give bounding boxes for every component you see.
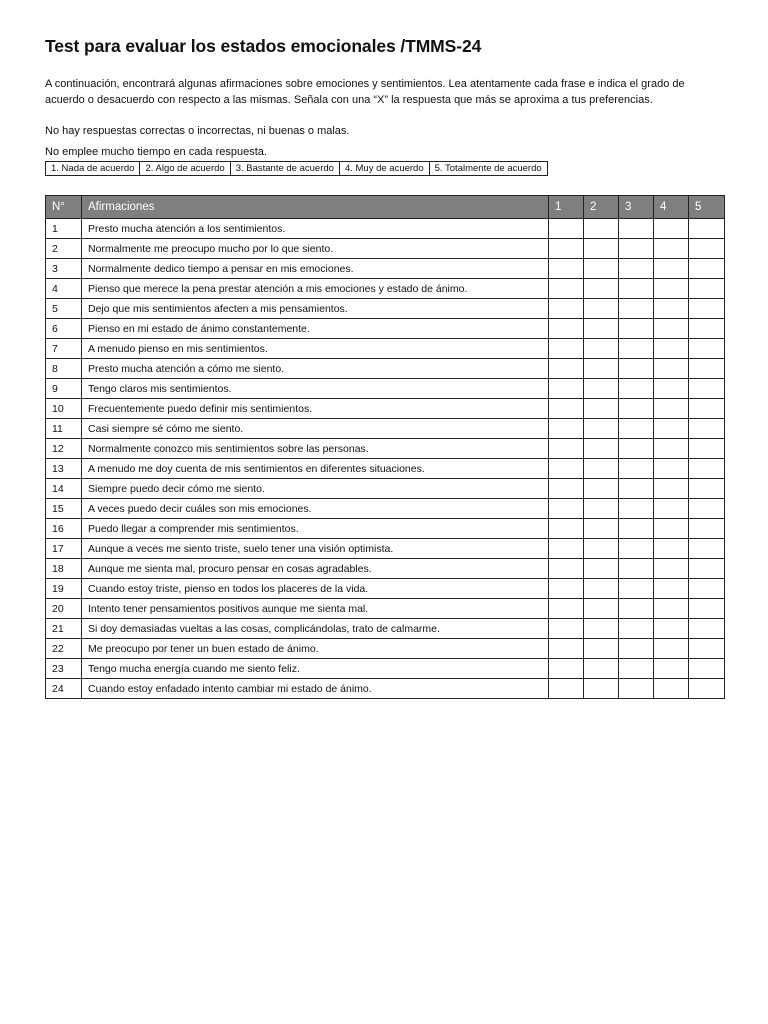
answer-cell-4[interactable] [654, 459, 689, 479]
answer-cell-5[interactable] [689, 439, 725, 459]
row-number: 24 [46, 679, 82, 699]
answer-cell-3[interactable] [619, 339, 654, 359]
row-statement: Normalmente conozco mis sentimientos sobre las personas. [82, 439, 549, 459]
answer-cell-3[interactable] [619, 499, 654, 519]
answer-cell-3[interactable] [619, 319, 654, 339]
answer-cell-5[interactable] [689, 459, 725, 479]
answer-cell-3[interactable] [619, 399, 654, 419]
table-row [46, 439, 725, 459]
answer-cell-4[interactable] [654, 499, 689, 519]
answer-cell-5[interactable] [689, 639, 725, 659]
row-number: 16 [46, 519, 82, 539]
answer-cell-3[interactable] [619, 419, 654, 439]
answer-cell-5[interactable] [689, 539, 725, 559]
table-row [46, 399, 725, 419]
row-number: 22 [46, 639, 82, 659]
table-row [46, 539, 725, 559]
answer-cell-4[interactable] [654, 259, 689, 279]
table-row [46, 479, 725, 499]
header-statements: Afirmaciones [82, 196, 549, 219]
row-number: 5 [46, 299, 82, 319]
row-statement: Normalmente me preocupo mucho por lo que siento. [82, 239, 549, 259]
answer-cell-3[interactable] [619, 219, 654, 239]
scale-option: 5. Totalmente de acuerdo [429, 162, 547, 176]
table-row [46, 359, 725, 379]
answer-cell-1[interactable] [549, 419, 584, 439]
answer-cell-2[interactable] [584, 359, 619, 379]
answer-cell-3[interactable] [619, 279, 654, 299]
answer-cell-2[interactable] [584, 219, 619, 239]
row-number: 6 [46, 319, 82, 339]
response-scale [45, 161, 548, 176]
answer-cell-3[interactable] [619, 259, 654, 279]
row-statement: A menudo me doy cuenta de mis sentimientos en diferentes situaciones. [82, 459, 549, 479]
row-statement: Presto mucha atención a cómo me siento. [82, 359, 549, 379]
answer-cell-1[interactable] [549, 599, 584, 619]
row-number: 21 [46, 619, 82, 639]
answer-cell-5[interactable] [689, 559, 725, 579]
header-option-3: 3 [619, 196, 654, 219]
scale-option: 1. Nada de acuerdo [46, 162, 140, 176]
table-row [46, 419, 725, 439]
answer-cell-3[interactable] [619, 359, 654, 379]
answer-cell-4[interactable] [654, 399, 689, 419]
table-row [46, 619, 725, 639]
table-row [46, 559, 725, 579]
answer-cell-1[interactable] [549, 279, 584, 299]
questionnaire-table [45, 195, 725, 699]
answer-cell-5[interactable] [689, 619, 725, 639]
answer-cell-2[interactable] [584, 239, 619, 259]
table-row [46, 659, 725, 679]
row-number: 18 [46, 559, 82, 579]
row-number: 23 [46, 659, 82, 679]
row-number: 7 [46, 339, 82, 359]
answer-cell-2[interactable] [584, 319, 619, 339]
row-number: 3 [46, 259, 82, 279]
answer-cell-4[interactable] [654, 659, 689, 679]
row-number: 17 [46, 539, 82, 559]
answer-cell-5[interactable] [689, 259, 725, 279]
answer-cell-5[interactable] [689, 379, 725, 399]
answer-cell-3[interactable] [619, 439, 654, 459]
table-row [46, 259, 725, 279]
row-number: 19 [46, 579, 82, 599]
answer-cell-4[interactable] [654, 319, 689, 339]
table-row [46, 579, 725, 599]
answer-cell-5[interactable] [689, 339, 725, 359]
header-option-2: 2 [584, 196, 619, 219]
table-row [46, 379, 725, 399]
row-statement: Casi siempre sé cómo me siento. [82, 419, 549, 439]
answer-cell-2[interactable] [584, 599, 619, 619]
answer-cell-4[interactable] [654, 639, 689, 659]
answer-cell-1[interactable] [549, 639, 584, 659]
table-row [46, 319, 725, 339]
row-statement: Presto mucha atención a los sentimientos. [82, 219, 549, 239]
row-number: 2 [46, 239, 82, 259]
answer-cell-5[interactable] [689, 679, 725, 699]
answer-cell-3[interactable] [619, 459, 654, 479]
answer-cell-1[interactable] [549, 399, 584, 419]
answer-cell-4[interactable] [654, 239, 689, 259]
scale-option: 4. Muy de acuerdo [339, 162, 429, 176]
table-row [46, 499, 725, 519]
answer-cell-4[interactable] [654, 559, 689, 579]
row-number: 12 [46, 439, 82, 459]
answer-cell-4[interactable] [654, 279, 689, 299]
answer-cell-4[interactable] [654, 379, 689, 399]
document-title: Test para evaluar los estados emocionales /TMMS-24 [45, 36, 482, 56]
answer-cell-4[interactable] [654, 219, 689, 239]
answer-cell-1[interactable] [549, 539, 584, 559]
answer-cell-3[interactable] [619, 379, 654, 399]
answer-cell-4[interactable] [654, 619, 689, 639]
answer-cell-3[interactable] [619, 239, 654, 259]
table-body [46, 219, 725, 699]
answer-cell-2[interactable] [584, 379, 619, 399]
answer-cell-3[interactable] [619, 539, 654, 559]
answer-cell-5[interactable] [689, 499, 725, 519]
row-statement: Me preocupo por tener un buen estado de ánimo. [82, 639, 549, 659]
row-statement: A menudo pienso en mis sentimientos. [82, 339, 549, 359]
response-scale-row [46, 162, 548, 176]
table-row [46, 639, 725, 659]
row-statement: Dejo que mis sentimientos afecten a mis pensamientos. [82, 299, 549, 319]
row-number: 11 [46, 419, 82, 439]
table-row [46, 219, 725, 239]
answer-cell-2[interactable] [584, 399, 619, 419]
answer-cell-1[interactable] [549, 439, 584, 459]
answer-cell-1[interactable] [549, 579, 584, 599]
answer-cell-2[interactable] [584, 259, 619, 279]
scale-option: 3. Bastante de acuerdo [230, 162, 339, 176]
answer-cell-4[interactable] [654, 419, 689, 439]
answer-cell-1[interactable] [549, 619, 584, 639]
answer-cell-3[interactable] [619, 299, 654, 319]
row-number: 9 [46, 379, 82, 399]
row-statement: Frecuentemente puedo definir mis sentimientos. [82, 399, 549, 419]
answer-cell-3[interactable] [619, 579, 654, 599]
answer-cell-1[interactable] [549, 659, 584, 679]
answer-cell-3[interactable] [619, 619, 654, 639]
answer-cell-2[interactable] [584, 639, 619, 659]
answer-cell-5[interactable] [689, 599, 725, 619]
answer-cell-2[interactable] [584, 419, 619, 439]
answer-cell-1[interactable] [549, 319, 584, 339]
scale-option: 2. Algo de acuerdo [140, 162, 230, 176]
row-statement: Cuando estoy triste, pienso en todos los placeres de la vida. [82, 579, 549, 599]
answer-cell-5[interactable] [689, 399, 725, 419]
answer-cell-1[interactable] [549, 459, 584, 479]
answer-cell-2[interactable] [584, 299, 619, 319]
answer-cell-1[interactable] [549, 499, 584, 519]
answer-cell-1[interactable] [549, 479, 584, 499]
note-time: No emplee mucho tiempo en cada respuesta. [45, 146, 267, 158]
answer-cell-4[interactable] [654, 299, 689, 319]
answer-cell-1[interactable] [549, 239, 584, 259]
table-row [46, 299, 725, 319]
table-row [46, 459, 725, 479]
answer-cell-2[interactable] [584, 499, 619, 519]
answer-cell-2[interactable] [584, 439, 619, 459]
answer-cell-5[interactable] [689, 279, 725, 299]
answer-cell-2[interactable] [584, 579, 619, 599]
header-option-4: 4 [654, 196, 689, 219]
answer-cell-5[interactable] [689, 479, 725, 499]
answer-cell-4[interactable] [654, 359, 689, 379]
answer-cell-5[interactable] [689, 219, 725, 239]
answer-cell-1[interactable] [549, 519, 584, 539]
row-statement: Puedo llegar a comprender mis sentimientos. [82, 519, 549, 539]
answer-cell-5[interactable] [689, 299, 725, 319]
answer-cell-4[interactable] [654, 519, 689, 539]
answer-cell-1[interactable] [549, 219, 584, 239]
answer-cell-3[interactable] [619, 599, 654, 619]
row-statement: Intento tener pensamientos positivos aunque me sienta mal. [82, 599, 549, 619]
table-row [46, 679, 725, 699]
answer-cell-4[interactable] [654, 679, 689, 699]
answer-cell-4[interactable] [654, 479, 689, 499]
table-row [46, 339, 725, 359]
answer-cell-3[interactable] [619, 679, 654, 699]
answer-cell-2[interactable] [584, 279, 619, 299]
answer-cell-3[interactable] [619, 559, 654, 579]
answer-cell-3[interactable] [619, 659, 654, 679]
answer-cell-1[interactable] [549, 379, 584, 399]
row-statement: Pienso en mi estado de ánimo constantemente. [82, 319, 549, 339]
answer-cell-3[interactable] [619, 479, 654, 499]
answer-cell-5[interactable] [689, 319, 725, 339]
answer-cell-4[interactable] [654, 599, 689, 619]
table-row [46, 519, 725, 539]
answer-cell-5[interactable] [689, 519, 725, 539]
row-statement: A veces puedo decir cuáles son mis emociones. [82, 499, 549, 519]
row-statement: Tengo claros mis sentimientos. [82, 379, 549, 399]
row-number: 10 [46, 399, 82, 419]
row-number: 8 [46, 359, 82, 379]
answer-cell-5[interactable] [689, 659, 725, 679]
answer-cell-2[interactable] [584, 479, 619, 499]
row-statement: Aunque a veces me siento triste, suelo tener una visión optimista. [82, 539, 549, 559]
answer-cell-4[interactable] [654, 579, 689, 599]
table-row [46, 279, 725, 299]
answer-cell-1[interactable] [549, 339, 584, 359]
answer-cell-2[interactable] [584, 339, 619, 359]
header-number: N° [46, 196, 82, 219]
table-row [46, 599, 725, 619]
answer-cell-5[interactable] [689, 579, 725, 599]
row-statement: Cuando estoy enfadado intento cambiar mi estado de ánimo. [82, 679, 549, 699]
row-number: 15 [46, 499, 82, 519]
table-header-row [46, 196, 725, 219]
answer-cell-3[interactable] [619, 519, 654, 539]
answer-cell-1[interactable] [549, 299, 584, 319]
header-option-5: 5 [689, 196, 725, 219]
answer-cell-2[interactable] [584, 559, 619, 579]
row-number: 1 [46, 219, 82, 239]
answer-cell-1[interactable] [549, 359, 584, 379]
answer-cell-4[interactable] [654, 539, 689, 559]
answer-cell-2[interactable] [584, 619, 619, 639]
answer-cell-5[interactable] [689, 239, 725, 259]
row-statement: Tengo mucha energía cuando me siento feliz. [82, 659, 549, 679]
answer-cell-2[interactable] [584, 679, 619, 699]
answer-cell-2[interactable] [584, 519, 619, 539]
row-statement: Pienso que merece la pena prestar atención a mis emociones y estado de ánimo. [82, 279, 549, 299]
row-statement: Aunque me sienta mal, procuro pensar en cosas agradables. [82, 559, 549, 579]
answer-cell-1[interactable] [549, 679, 584, 699]
answer-cell-5[interactable] [689, 419, 725, 439]
row-statement: Si doy demasiadas vueltas a las cosas, complicándolas, trato de calmarme. [82, 619, 549, 639]
answer-cell-1[interactable] [549, 259, 584, 279]
table-row [46, 239, 725, 259]
row-number: 20 [46, 599, 82, 619]
header-option-1: 1 [549, 196, 584, 219]
row-number: 13 [46, 459, 82, 479]
answer-cell-2[interactable] [584, 459, 619, 479]
answer-cell-2[interactable] [584, 659, 619, 679]
answer-cell-1[interactable] [549, 559, 584, 579]
answer-cell-3[interactable] [619, 639, 654, 659]
answer-cell-4[interactable] [654, 439, 689, 459]
row-number: 4 [46, 279, 82, 299]
intro-paragraph: A continuación, encontrará algunas afirmaciones sobre emociones y sentimientos. Lea atentamente cada frase e indica el grado de acuerdo o desacuerdo con respecto a las mismas. Señala con una “X” la respuesta que más se aproxima a tus preferencias. [45, 78, 685, 106]
row-statement: Normalmente dedico tiempo a pensar en mis emociones. [82, 259, 549, 279]
row-statement: Siempre puedo decir cómo me siento. [82, 479, 549, 499]
answer-cell-4[interactable] [654, 339, 689, 359]
note-no-correct-answers: No hay respuestas correctas o incorrectas, ni buenas o malas. [45, 125, 350, 137]
row-number: 14 [46, 479, 82, 499]
answer-cell-2[interactable] [584, 539, 619, 559]
answer-cell-5[interactable] [689, 359, 725, 379]
